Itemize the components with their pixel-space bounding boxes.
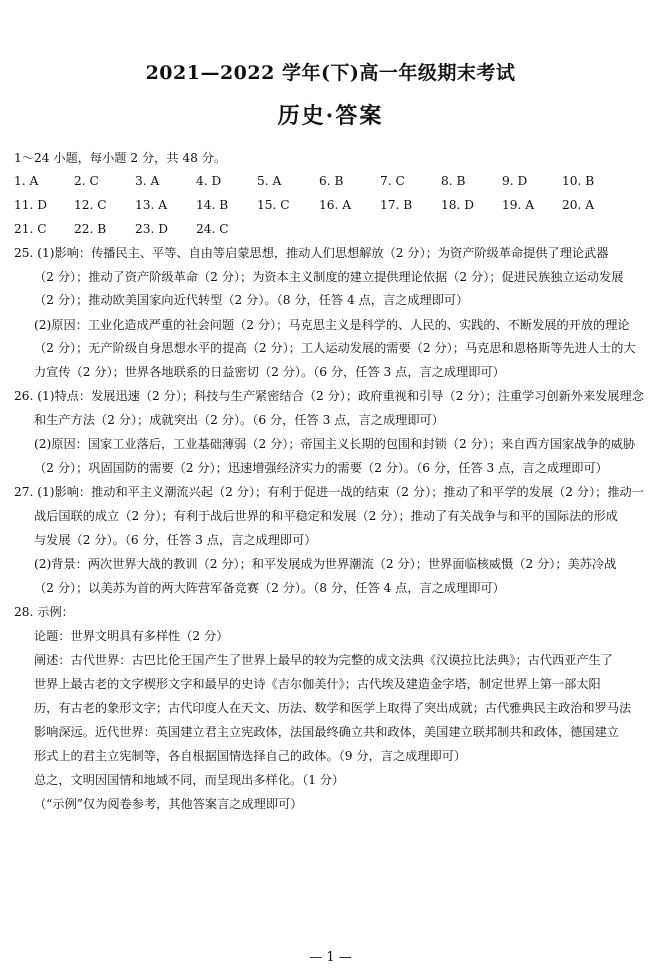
q28-line: 论题：世界文明具有多样性（2 分） xyxy=(34,629,229,643)
q28-line: 阐述：古代世界：古巴比伦王国产生了世界上最早的较为完整的成文法典《汉谟拉比法典》；古代西亚产生了 xyxy=(34,653,613,667)
mc-answer: 2. C xyxy=(74,174,99,188)
mc-answer: 10. B xyxy=(562,174,595,188)
q26-line: (2)原因：国家工业落后，工业基础薄弱（2 分）；帝国主义长期的包围和封锁（2 分）；来自西方国家战争的威胁 xyxy=(34,437,636,451)
mc-header: 1～24 小题，每小题 2 分，共 48 分。 xyxy=(14,151,227,165)
mc-answer: 23. D xyxy=(135,222,169,236)
q28-line: 28. 示例： xyxy=(14,605,74,619)
q25-line: （2 分）；推动了资产阶级革命（2 分）；为资本主义制度的建立提供理论依据（2 分）；促进民族独立运动发展 xyxy=(34,270,624,284)
mc-answer: 15. C xyxy=(257,198,290,212)
mc-answer: 16. A xyxy=(319,198,352,212)
q28-line: 世界上最古老的文字楔形文字和最早的史诗《吉尔伽美什》；古代埃及建造金字塔，制定世界上第一部太阳 xyxy=(34,677,601,691)
q28-line: 总之，文明因国情和地域不同，而呈现出多样化。（1 分） xyxy=(34,773,345,787)
q28-line: 形式上的君主立宪制等，各自根据国情选择自己的政体。（9 分，言之成理即可） xyxy=(34,749,467,763)
mc-answer: 17. B xyxy=(380,198,413,212)
page-number: — 1 — xyxy=(309,950,352,965)
q27-line: (2)背景：两次世界大战的教训（2 分）；和平发展成为世界潮流（2 分）；世界面临核威慑（2 分）；美苏冷战 xyxy=(34,557,617,571)
mc-answer: 18. D xyxy=(441,198,475,212)
mc-answer: 19. A xyxy=(502,198,535,212)
q27-line: 27. (1)影响：推动和平主义潮流兴起（2 分）；有利于促进一战的结束（2 分）；推动了和平学的发展（2 分）；推动一 xyxy=(14,485,644,499)
q26-line: 和生产方法（2 分）；成就突出（2 分）。（6 分，任答 3 点，言之成理即可） xyxy=(34,413,444,427)
q25-line: 25. (1)影响：传播民主、平等、自由等启蒙思想，推动人们思想解放（2 分）；为资产阶级革命提供了理论武器 xyxy=(14,246,609,260)
mc-answer: 21. C xyxy=(14,222,47,236)
q28-line: 历，有古老的象形文字；古代印度人在天文、历法、数学和医学上取得了突出成就；古代雅典民主政治和罗马法 xyxy=(34,701,632,715)
mc-answer: 22. B xyxy=(74,222,107,236)
exam-title: 2021—2022 学年(下)高一年级期末考试 xyxy=(145,62,516,84)
q26-line: 26. (1)特点：发展迅速（2 分）；科技与生产紧密结合（2 分）；政府重视和引导（2 分）；注重学习创新外来发展理念 xyxy=(14,389,644,403)
q27-line: 与发展（2 分）。（6 分，任答 3 点，言之成理即可） xyxy=(34,533,317,547)
mc-answer: 24. C xyxy=(196,222,229,236)
q25-line: （2 分）；无产阶级自身思想水平的提高（2 分）；工人运动发展的需要（2 分）；马克思和恩格斯等先进人士的大 xyxy=(34,341,636,355)
mc-answer: 4. D xyxy=(196,174,222,188)
q25-line: 力宣传（2 分）；世界各地联系的日益密切（2 分）。（6 分，任答 3 点，言之成理即可） xyxy=(34,365,505,379)
q26-line: （2 分）；巩固国防的需要（2 分）；迅速增强经济实力的需要（2 分）。（6 分，任答 3 点，言之成理即可） xyxy=(34,461,608,475)
q27-line: 战后国联的成立（2 分）；有利于战后世界的和平稳定和发展（2 分）；推动了有关战争与和平的国际法的形成 xyxy=(34,509,618,523)
mc-answer: 13. A xyxy=(135,198,168,212)
mc-answer: 9. D xyxy=(502,174,528,188)
mc-answer: 12. C xyxy=(74,198,107,212)
mc-answer: 8. B xyxy=(441,174,466,188)
q27-line: （2 分）；以美苏为首的两大阵营军备竞赛（2 分）。（8 分，任答 4 点，言之成理即可） xyxy=(34,581,505,595)
answer-subtitle: 历史·答案 xyxy=(277,103,384,129)
mc-answer: 5. A xyxy=(257,174,282,188)
mc-answer: 1. A xyxy=(14,174,39,188)
mc-answer: 20. A xyxy=(562,198,595,212)
mc-answer: 11. D xyxy=(14,198,48,212)
q25-line: （2 分）；推动欧美国家向近代转型（2 分）。（8 分，任答 4 点，言之成理即可） xyxy=(34,293,469,307)
mc-answer: 3. A xyxy=(135,174,160,188)
mc-answer: 14. B xyxy=(196,198,229,212)
mc-answer: 7. C xyxy=(380,174,405,188)
q28-line: （“示例”仅为阅卷参考，其他答案言之成理即可） xyxy=(34,797,303,811)
q25-line: (2)原因：工业化造成严重的社会问题（2 分）；马克思主义是科学的、人民的、实践的、不断发展的开放的理论 xyxy=(34,318,630,332)
q28-line: 影响深远。近代世界：英国建立君主立宪政体，法国最终确立共和政体，美国建立联邦制共和政体，德国建立 xyxy=(34,725,619,739)
mc-answer: 6. B xyxy=(319,174,344,188)
